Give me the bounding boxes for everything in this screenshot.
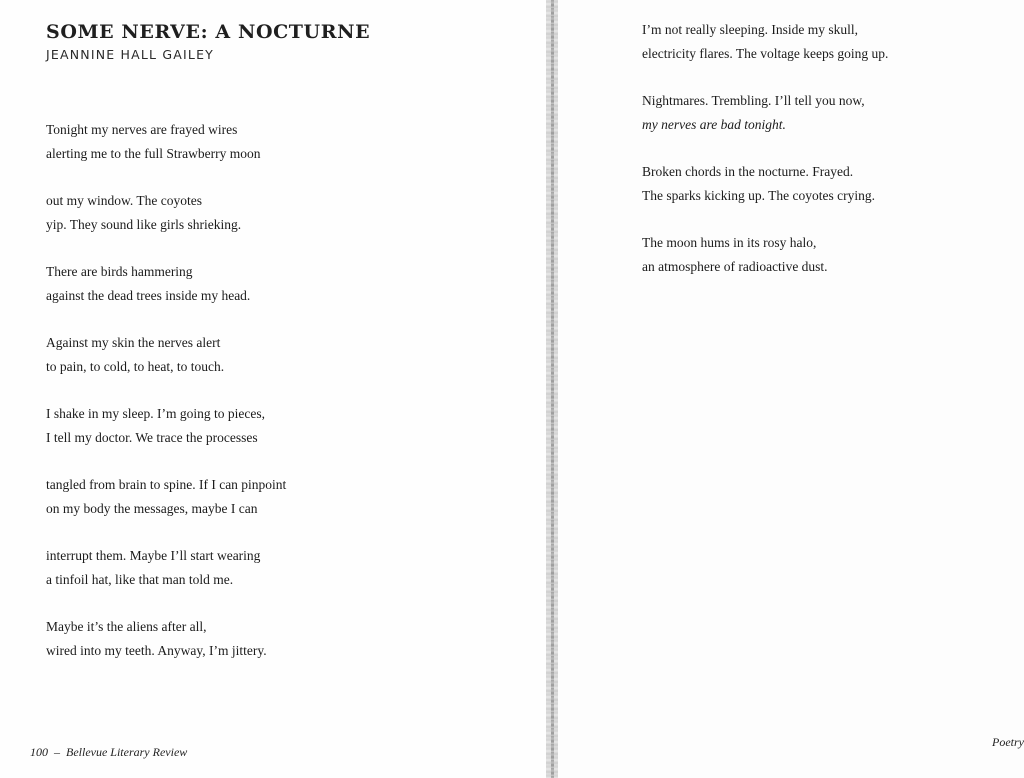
stanza [46,331,286,379]
stanza [642,160,888,208]
poem-line: I’m not really sleeping. Inside my skull, [642,22,858,37]
poem-line: to pain, to cold, to heat, to touch. [46,359,225,374]
poem-line: The sparks kicking up. The coyotes crying. [642,188,875,203]
publication-name: Bellevue Literary Review [66,745,188,759]
poem-line: tangled from brain to spine. If I can pinpoint [46,477,287,492]
page-number: 100 [30,745,48,759]
poem-line: Maybe it’s the aliens after all, [46,619,207,634]
stanza [46,544,286,592]
poem-line: Nightmares. Trembling. I’ll tell you now, [642,93,865,108]
page-footer-left [30,745,187,760]
stanza [46,118,286,166]
stanza [46,473,286,521]
poem-line: a tinfoil hat, like that man told me. [46,572,234,587]
poem-line: an atmosphere of radioactive dust. [642,259,828,274]
stanza [46,189,286,237]
poem-line: alerting me to the full Strawberry moon [46,146,261,161]
stanza [642,231,888,279]
poem-line: yip. They sound like girls shrieking. [46,217,242,232]
stanza [46,615,286,663]
poem-line: I shake in my sleep. I’m going to pieces, [46,406,265,421]
poem-line: Against my skin the nerves alert [46,335,221,350]
poem-line: electricity flares. The voltage keeps going up. [642,46,889,61]
poem-line-italic: my nerves are bad tonight. [642,117,786,132]
poem-line: Broken chords in the nocturne. Frayed. [642,164,854,179]
footer-separator: – [54,745,60,759]
poem-line: There are birds hammering [46,264,193,279]
poem-line: Tonight my nerves are frayed wires [46,122,238,137]
stanza [46,260,286,308]
stanza [642,89,888,137]
poem-author: JEANNINE HALL GAILEY [46,47,215,62]
poem-line: against the dead trees inside my head. [46,288,251,303]
poem-line: interrupt them. Maybe I’ll start wearing [46,548,261,563]
left-stanzas [46,118,286,686]
poem-title: SOME NERVE: A NOCTURNE [46,21,371,43]
right-stanzas [642,18,888,302]
poem-line: wired into my teeth. Anyway, I’m jittery. [46,643,267,658]
poem-line: I tell my doctor. We trace the processes [46,430,258,445]
section-label: Poetry [992,735,1024,749]
stanza [642,18,888,66]
poem-line: on my body the messages, maybe I can [46,501,258,516]
right-page [558,0,1024,778]
poem-line: out my window. The coyotes [46,193,202,208]
poem-line: The moon hums in its rosy halo, [642,235,817,250]
stanza [46,402,286,450]
